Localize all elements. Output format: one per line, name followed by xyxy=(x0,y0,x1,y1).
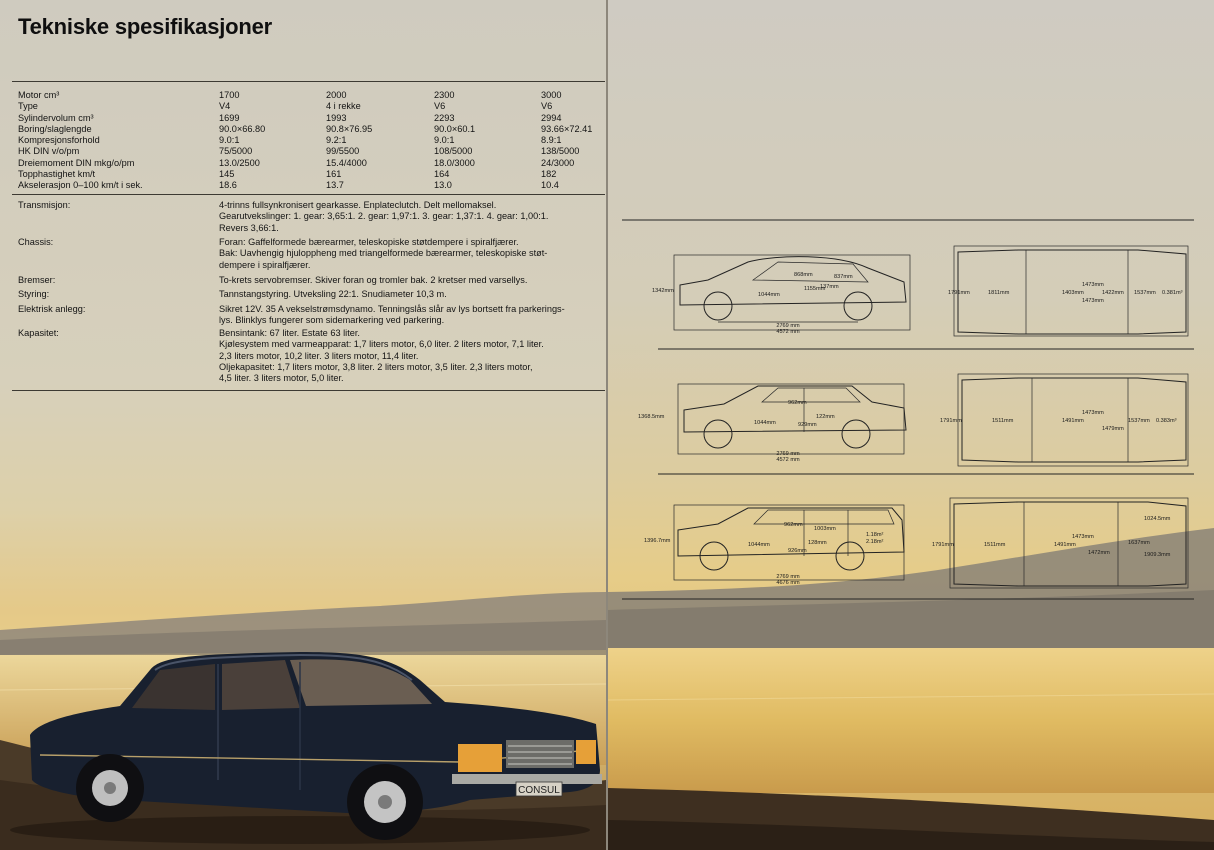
spec-value: 13.7 xyxy=(326,180,344,191)
dim-interior: 1044mm xyxy=(758,292,780,298)
detail-line: Kjølesystem med varmeapparat: 1,7 liters motor, 6,0 liter. 2 liters motor, 7,1 liter. xyxy=(219,339,544,350)
detail-text xyxy=(219,289,603,300)
detail-text xyxy=(219,304,603,327)
detail-line: Revers 3,66:1. xyxy=(219,222,279,233)
headlight xyxy=(458,744,502,772)
spec-value: 2300 xyxy=(434,90,455,100)
detail-line: Sikret 12V. 35 A vekselstrømsdynamo. Tenningslås slår av lys bortsett fra parkerings- xyxy=(219,304,565,314)
dim-wheelbase: 2769 mm xyxy=(776,574,800,580)
spec-value: V4 xyxy=(219,101,231,112)
dim-length: 4572 mm xyxy=(776,329,800,335)
spec-value: 90.8×76.95 xyxy=(326,123,373,134)
spec-value: 90.0×60.1 xyxy=(434,123,476,134)
dim-length: 4676 mm xyxy=(776,580,800,586)
dim-plan: 1491mm xyxy=(1054,542,1076,548)
spec-value: 161 xyxy=(326,169,342,180)
spec-value: 90.0×66.80 xyxy=(219,123,266,134)
coupe-side-view xyxy=(652,255,910,335)
dim-plan: 1024.5mm xyxy=(1144,516,1171,522)
detail-line: lys. Blinklys fungerer som sidemarkering ved parkering. xyxy=(219,315,445,326)
spec-value: 182 xyxy=(541,169,557,180)
detail-line: 4,5 liter. 3 liters motor, 5,0 liter. xyxy=(219,373,344,384)
dim-plan: 1637mm xyxy=(1128,540,1150,546)
saloon-plan-view xyxy=(940,374,1188,466)
dim-plan: 1479mm xyxy=(1102,426,1124,432)
dim-wheelbase: 2769 mm xyxy=(776,451,800,457)
detail-line: To-krets servobremser. Skiver foran og tromler bak. 2 kretser med varsellys. xyxy=(219,275,528,285)
dim-interior: 962mm xyxy=(784,522,803,528)
spec-value: 13.0/2500 xyxy=(219,157,260,168)
dim-plan: 1422mm xyxy=(1102,290,1124,296)
dim-width: 1791mm xyxy=(940,418,962,424)
detail-line: Foran: Gaffelformede bærearmer, teleskopiske støtdempere i spiralfjærer. xyxy=(219,237,519,247)
dim-inner-width: 1511mm xyxy=(984,542,1006,548)
spec-value: 3000 xyxy=(541,90,562,100)
dim-plan: 1472mm xyxy=(1088,550,1110,556)
dim-interior: 122mm xyxy=(816,414,835,420)
detail-line: Bensintank: 67 liter. Estate 63 liter. xyxy=(219,328,360,338)
spec-value: 108/5000 xyxy=(434,146,473,157)
detail-label: Elektrisk anlegg: xyxy=(18,304,86,314)
dim-interior: 962mm xyxy=(788,400,807,406)
dim-plan: 1473mm xyxy=(1082,410,1104,416)
spec-value: V6 xyxy=(434,101,446,112)
dim-interior: 137mm xyxy=(820,284,839,290)
spec-value: 15.4/4000 xyxy=(326,157,367,168)
detail-label: Transmisjon: xyxy=(18,200,71,210)
spec-label: Sylindervolum cm³ xyxy=(18,112,94,123)
spec-value: V6 xyxy=(541,101,553,112)
car-windshield xyxy=(290,659,432,706)
dim-plan: 1537mm xyxy=(1128,418,1150,424)
detail-label: Kapasitet: xyxy=(18,328,59,338)
saloon-side-view xyxy=(638,384,906,463)
dim-interior: 1155mm xyxy=(804,286,826,292)
detail-line: dempere i spiralfjærer. xyxy=(219,259,311,270)
divider-bottom xyxy=(12,390,605,391)
spec-value: 13.0 xyxy=(434,180,452,191)
car-photo xyxy=(0,640,606,850)
spec-label: Kompresjonsforhold xyxy=(18,135,100,146)
dim-interior: 128mm xyxy=(808,540,827,546)
dim-inner-width: 1511mm xyxy=(992,418,1014,424)
estate-plan-view xyxy=(932,498,1188,588)
dim-interior: 1003mm xyxy=(814,526,836,532)
dim-inner-width: 1811mm xyxy=(988,290,1010,296)
detail-line: 2,3 liters motor, 10,2 liter. 3 liters motor, 11,4 liter. xyxy=(219,350,419,361)
detail-text xyxy=(219,237,603,271)
right-page xyxy=(608,0,1214,850)
dimension-diagrams xyxy=(608,0,1214,620)
dim-plan: 1473mm xyxy=(1082,298,1104,304)
dim-interior: 837mm xyxy=(834,274,853,280)
detail-text xyxy=(219,275,603,286)
dim-plan: 1473mm xyxy=(1082,282,1104,288)
divider-top xyxy=(12,81,605,82)
dim-height: 1396.7mm xyxy=(644,538,671,544)
spec-label: HK DIN v/o/pm xyxy=(18,146,80,157)
spec-value: 145 xyxy=(219,169,235,180)
detail-line: Tannstangstyring. Utveksling 22:1. Snudiameter 10,3 m. xyxy=(219,289,447,299)
spec-value: 18.6 xyxy=(219,180,237,191)
dim-wheelbase: 2769 mm xyxy=(776,323,800,329)
spec-value: 2000 xyxy=(326,90,347,100)
spec-label: Boring/slaglengde xyxy=(18,123,92,134)
spec-label: Dreiemoment DIN mkg/o/pm xyxy=(18,157,135,168)
spec-value: 99/5500 xyxy=(326,146,360,157)
dim-width: 1791mm xyxy=(932,542,954,548)
detail-text xyxy=(219,328,603,384)
dim-area: 2.18m² xyxy=(866,539,884,545)
spec-value: 8.9:1 xyxy=(541,135,562,146)
page-title: Tekniske spesifikasjoner xyxy=(18,14,273,39)
dim-plan: 1491mm xyxy=(1062,418,1084,424)
spec-value: 9.2:1 xyxy=(326,135,347,146)
dim-plan: 1403mm xyxy=(1062,290,1084,296)
spec-label: Topphastighet km/t xyxy=(18,169,96,180)
dim-height: 1342mm xyxy=(652,288,674,294)
spec-label: Akselerasjon 0–100 km/t i sek. xyxy=(18,180,143,191)
dim-height: 1368.5mm xyxy=(638,414,665,420)
spec-value: 1699 xyxy=(219,112,240,123)
dim-interior: 926mm xyxy=(788,548,807,554)
dim-interior: 1044mm xyxy=(754,420,776,426)
headlight xyxy=(576,740,596,764)
spec-value: 24/3000 xyxy=(541,157,575,168)
spec-value: 138/5000 xyxy=(541,146,580,157)
dim-interior: 1044mm xyxy=(748,542,770,548)
detail-line: Bak: Uavhengig hjuloppheng med triangelformede bærearmer, teleskopiske støt- xyxy=(219,248,548,259)
detail-line: Gearutvekslinger: 1. gear: 3,65:1. 2. gear: 1,97:1. 3. gear: 1,37:1. 4. gear: 1,00:1. xyxy=(219,211,549,222)
spec-value: 93.66×72.41 xyxy=(541,123,593,134)
spec-label: Motor cm³ xyxy=(18,90,60,100)
spec-value: 75/5000 xyxy=(219,146,253,157)
left-page xyxy=(0,0,606,850)
spec-value: 1700 xyxy=(219,90,240,100)
spec-value: 164 xyxy=(434,169,450,180)
spec-value: 2293 xyxy=(434,112,455,123)
spec-value: 1993 xyxy=(326,112,347,123)
spec-value: 18.0/3000 xyxy=(434,157,475,168)
dim-area: 1.18m² xyxy=(866,532,884,538)
spec-value: 10.4 xyxy=(541,180,559,191)
detail-line: 4-trinns fullsynkronisert gearkasse. Enplateclutch. Delt mellomaksel. xyxy=(219,200,497,210)
detail-text xyxy=(219,200,603,234)
dim-volume: 0.383m³ xyxy=(1156,418,1177,424)
dim-interior: 929mm xyxy=(798,422,817,428)
coupe-plan-view xyxy=(948,246,1188,336)
detail-label: Styring: xyxy=(18,289,50,299)
divider-middle xyxy=(12,194,605,195)
spec-value: 4 i rekke xyxy=(326,101,361,112)
dim-plan: 1473mm xyxy=(1072,534,1094,540)
spec-value: 2994 xyxy=(541,112,562,123)
dim-plan: 1537mm xyxy=(1134,290,1156,296)
dim-width: 1791mm xyxy=(948,290,970,296)
detail-line: Oljekapasitet: 1,7 liters motor, 3,8 liter. 2 liters motor, 3,5 liter. 2,3 liters motor, xyxy=(219,361,533,372)
detail-label: Bremser: xyxy=(18,275,56,285)
spec-value: 9.0:1 xyxy=(219,135,240,146)
detail-label: Chassis: xyxy=(18,237,54,247)
spec-value: 9.0:1 xyxy=(434,135,455,146)
license-plate-text: CONSUL xyxy=(518,785,560,796)
dim-plan: 1909.3mm xyxy=(1144,552,1171,558)
dim-interior: 868mm xyxy=(794,272,813,278)
dim-volume: 0.381m³ xyxy=(1162,290,1183,296)
spec-label: Type xyxy=(18,101,38,112)
estate-side-view xyxy=(644,505,904,586)
dim-length: 4572 mm xyxy=(776,457,800,463)
